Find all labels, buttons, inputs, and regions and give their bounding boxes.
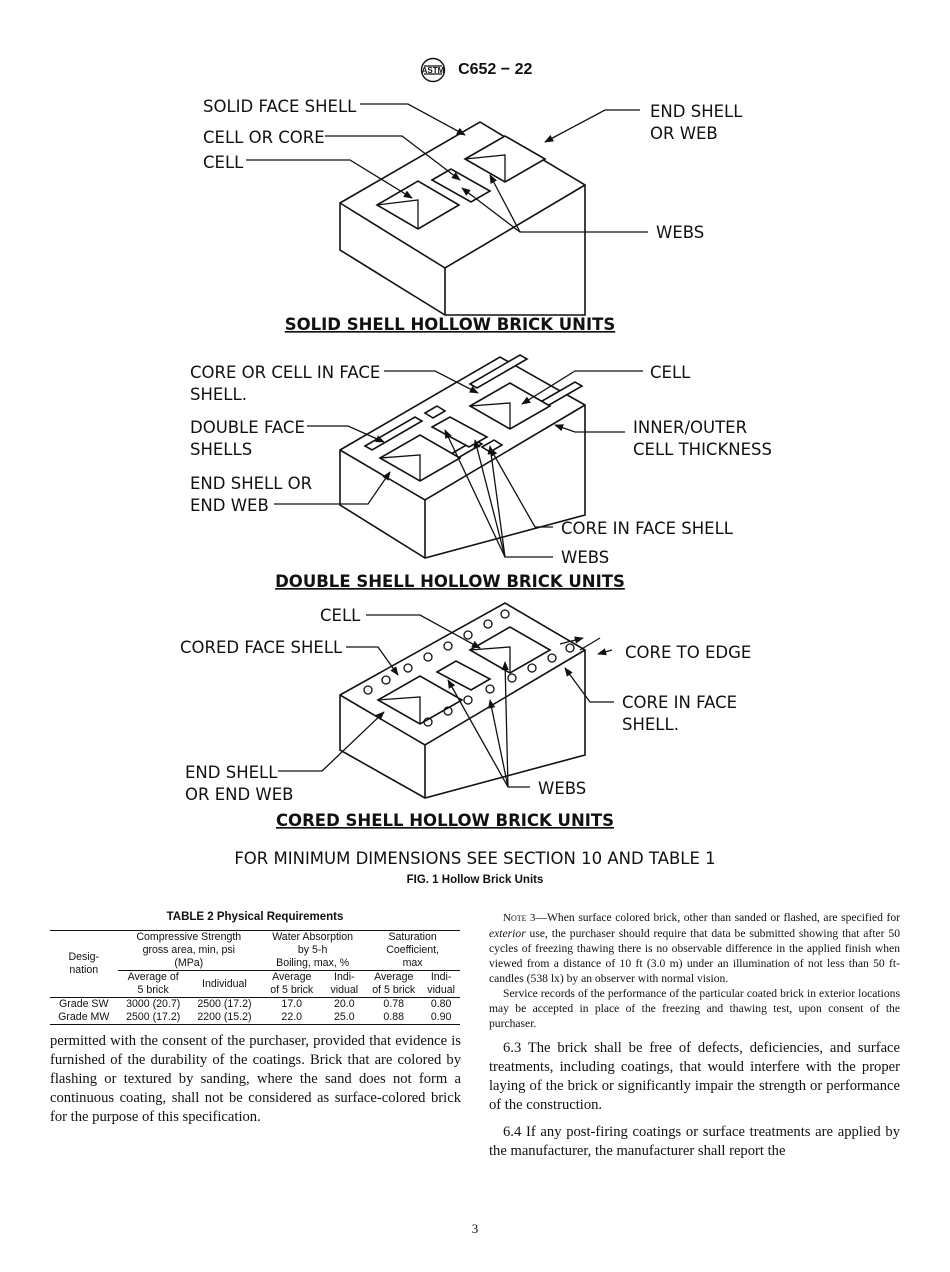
label-cell: CELL: [320, 606, 361, 625]
label-core-to-edge: CORE TO EDGE: [625, 643, 752, 662]
label-end-shell-2: OR END WEB: [185, 785, 294, 804]
label-cored-face-shell: CORED FACE SHELL: [180, 638, 343, 657]
leader-line: [360, 104, 465, 135]
table-cell: 0.88: [365, 1011, 422, 1025]
standard-designation: C652 − 22: [458, 61, 533, 78]
note-3-label: Note 3: [503, 912, 536, 924]
physical-requirements-table: [50, 930, 460, 1025]
table-cell: Grade MW: [50, 1011, 118, 1025]
note-3-emphasis: exterior: [489, 927, 526, 940]
label-solid-face-shell: SOLID FACE SHELL: [203, 97, 357, 116]
svg-text:ASTM: ASTM: [421, 66, 444, 75]
label-core-in-face-1: CORE IN FACE: [622, 693, 738, 712]
table-cell: 3000 (20.7): [126, 998, 181, 1010]
left-column-paragraph: permitted with the consent of the purchaser, provided that evidence is furnished of the durability of the coatings. Brick that are colored by flashing or textured by sanding, where the sand does not form a continuous coating, shall not be considered as surface-colored brick for the purpose of this specification.: [50, 1033, 461, 1125]
header-saturation: Saturation Coefficient, max: [365, 931, 460, 971]
page-number: 3: [471, 1221, 479, 1236]
label-double-face-1: DOUBLE FACE: [190, 418, 305, 437]
note-3-text-a: —When surface colored brick, other than sanded or flashed, are specified for: [535, 911, 901, 924]
table-cell: 2200 (15.2): [189, 1011, 260, 1025]
table-cell: 2500 (17.2): [118, 1011, 189, 1025]
leader-line: [545, 110, 640, 142]
label-webs: WEBS: [538, 779, 587, 798]
note-3-text-b: use, the purchaser should require that data be submitted showing that after 50 cycles of freezing thawing there is no observable difference in the applied finish when viewed from a distance of 10 ft (3.0 m) under an illumination of not less than 50 ft-candles (538 lx) by an observer with normal vision.: [489, 927, 900, 985]
title-cored-shell: CORED SHELL HOLLOW BRICK UNITS: [275, 811, 615, 830]
edge-line: [580, 638, 600, 650]
label-end-shell-web-1: END SHELL OR: [190, 474, 313, 493]
title-double-shell: DOUBLE SHELL HOLLOW BRICK UNITS: [275, 572, 625, 591]
section-6-3: 6.3 The brick shall be free of defects, deficiencies, and surface treatments, including coatings, that would interfere with the proper laying of the brick or significantly impair the strength or performance of the construction.: [489, 1040, 900, 1113]
label-core-cell-face-1: CORE OR CELL IN FACE: [190, 363, 381, 382]
figure-caption: FIG. 1 Hollow Brick Units: [406, 874, 544, 886]
title-solid-shell: SOLID SHELL HOLLOW BRICK UNITS: [284, 315, 616, 334]
label-core-in-face-shell: CORE IN FACE SHELL: [561, 519, 733, 538]
label-end-shell-web-2: END WEB: [190, 496, 269, 515]
table-cell: 25.0: [323, 1011, 365, 1025]
table-cell: 2500 (17.2): [197, 998, 252, 1010]
header-avg-sc: Average of 5 brick: [365, 971, 422, 998]
table-title: TABLE 2 Physical Requirements: [166, 911, 344, 923]
label-end-shell-1: END SHELL: [650, 102, 743, 121]
note-3: [489, 910, 900, 986]
label-inner-outer-1: INNER/OUTER: [633, 418, 748, 437]
header-avg-wa: Average of 5 brick: [260, 971, 323, 998]
cored-shell-brick-drawing: [340, 603, 585, 798]
header-avg-cs: Average of 5 brick: [118, 971, 189, 998]
table-cell: 0.80: [430, 998, 452, 1010]
label-core-cell-face-2: SHELL.: [190, 385, 247, 404]
label-core-in-face-2: SHELL.: [622, 715, 679, 734]
note-3-paragraph-2: Service records of the performance of the particular coated brick in exterior locations may be accepted in place of the freezing and thawing test, upon consent of the purchaser.: [489, 987, 900, 1030]
right-column: [489, 910, 900, 1161]
table-cell: 0.90: [422, 1011, 460, 1025]
header-indiv-cs: Individual: [189, 971, 260, 998]
table-cell: 0.78: [383, 998, 405, 1010]
minimum-dimensions-note: FOR MINIMUM DIMENSIONS SEE SECTION 10 AND TABLE 1: [234, 849, 716, 868]
label-webs: WEBS: [561, 548, 610, 567]
header-indiv-wa: Indi- vidual: [323, 971, 365, 998]
label-end-shell-1: END SHELL: [185, 763, 278, 782]
label-cell-or-core: CELL OR CORE: [203, 128, 325, 147]
label-cell: CELL: [203, 153, 244, 172]
table-cell: 22.0: [260, 1011, 323, 1025]
table-cell: Grade SW: [59, 998, 109, 1010]
header-indiv-sc: Indi- vidual: [422, 971, 460, 998]
label-webs: WEBS: [656, 223, 705, 242]
label-end-shell-2: OR WEB: [650, 124, 718, 143]
header-water: Water Absorption by 5-h Boiling, max, %: [260, 931, 365, 971]
table-row: [50, 1011, 460, 1025]
brick-face: [340, 122, 585, 315]
label-inner-outer-2: CELL THICKNESS: [633, 440, 772, 459]
leader-line: [598, 650, 612, 654]
table-cell: 17.0: [281, 998, 303, 1010]
label-cell: CELL: [650, 363, 691, 382]
header-designation: Desig- nation: [50, 931, 118, 998]
table-row: [50, 998, 460, 1012]
solid-shell-brick-drawing: [340, 122, 585, 315]
table-cell: 20.0: [333, 998, 355, 1010]
section-6-4: 6.4 If any post-firing coatings or surface treatments are applied by the manufacturer, the manufacturer shall report the: [489, 1124, 900, 1159]
label-double-face-2: SHELLS: [190, 440, 253, 459]
header-compressive: Compressive Strength gross area, min, psi (MPa): [118, 931, 261, 971]
